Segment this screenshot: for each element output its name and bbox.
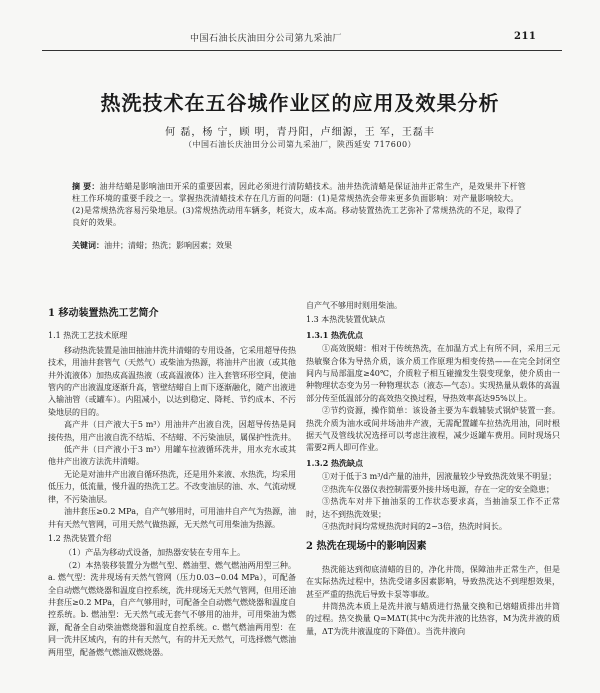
affiliation: （中国石油长庆油田分公司第九采油厂，陕西延安 717600） bbox=[183, 140, 417, 149]
paragraph: 高产井（日产液大于5 m³）用油井产出液自洗，因超导传热是间接传热，用产出液自洗不结垢、不结蜡、不污染油层，属保护性洗井。 bbox=[48, 420, 296, 442]
abstract-label: 摘 要： bbox=[72, 181, 100, 191]
section-1-2-heading: 1.2 热洗装置介绍 bbox=[48, 533, 112, 543]
paragraph: （1）产品为移动式设备，加热器安装在专用车上。 bbox=[64, 548, 246, 558]
paragraph: （2）本热装移装置分为燃气型、燃油型、燃气燃油两用型三种。a. 燃气型：洗井现场有天然气管网（压力0.03~0.04 MPa），可配备全自动燃气燃烧器和温度自控系统，洗井现场无天然气管网，但用还油井套压≥0.2 MPa，自产气够用时，可配备全自动燃气燃烧器和温度自控系统。b. 燃油型：无天然气或无套气不够用的油井，可用柴油为燃源，配备全自动柴油燃烧器和温度自控系统。c. 燃气燃油两用型：在同一洗井区域内，有的井有天然气，有的井无天然气，可选择燃气燃油两用型，配备燃气燃油双燃烧器。 bbox=[48, 560, 296, 657]
abstract-text: 油井结蜡是影响油田开采的重要因素，因此必须进行清防蜡技术。油井热洗清蜡是保证油井正常生产，是效果井下杆管柱工作环境的重要手段之一。掌握热洗清蜡技术存在几方面的问题：(1)是常规热洗会带来更多负面影响：对产量影响较大。(2)是常规热洗容易污染地层。(3)常规热洗动用车辆多，耗资大，成本高。移动装置热洗工艺弥补了常规热洗的不足，取得了良好的效果。 bbox=[72, 182, 526, 227]
author-list: 何 磊，杨 宁，顾 明，青丹阳，卢细源，王 军，王磊丰 bbox=[165, 127, 435, 138]
paragraph: 热洗能达到彻底清蜡的目的，净化井筒，保障油井正常生产，但是在实际热洗过程中，热洗受诸多因素影响，导致热洗达不到理想效果，甚至严重的热洗后导致卡泵等事故。 bbox=[306, 564, 560, 599]
page-number: 211 bbox=[514, 31, 537, 42]
paragraph: ②节约资源，操作简单：该设备主要为车载辅装式锅炉装置一套。热洗介质为油水或间井场油井产液，无需配置罐车拉热洗用油，同时根据天气及管线状况选择可以考虑注液程，减少返罐车费用。同时现场只需要2两人即可作业。 bbox=[306, 406, 560, 453]
keywords bbox=[72, 240, 530, 251]
paragraph: 低产井（日产液小于3 m³）用罐车拉液循环洗井，用水充水或其他井产出液方法洗井清蜡。 bbox=[48, 445, 296, 467]
keywords-text: 油井；清蜡；热洗；影响因素；效果 bbox=[104, 241, 232, 250]
section-1-heading: 1 移动装置热洗工艺简介 bbox=[48, 308, 159, 319]
paragraph: ①对于低于3 m³/d产量的油井，因液量较少导致热洗效果不明显； bbox=[322, 472, 557, 482]
section-1-3-1-heading: 1.3.1 热洗优点 bbox=[306, 329, 364, 340]
paragraph: ④热洗时间均常规热洗时间的2~3倍，热洗时间长。 bbox=[322, 521, 507, 531]
header-rule bbox=[42, 50, 562, 51]
paper-title: 热洗技术在五谷城作业区的应用及效果分析 bbox=[100, 91, 500, 115]
keywords-label: 关键词： bbox=[72, 240, 104, 250]
section-2-heading: 2 热洗在现场中的影响因素 bbox=[306, 541, 427, 553]
paragraph: ①高效脱蜡：相对于传统热洗，在加温方式上有所不同，采用三元热敏聚合体为导热介质，该介质工作原理为相变传热——在完全封闭空间内与局部温度≥40℃，介质粒子相互碰撞发生裂变现象，使介质由一种物理状态变为另一种物理状态（液态—气态）。实现热量从载体的高温部分传至低温部分的高效热交换过程，导热效率高达95%以上。 bbox=[306, 344, 560, 403]
paragraph: 自产气不够用时则用柴油。 bbox=[306, 301, 402, 310]
section-1-1-heading: 1.1 热洗工艺技术原理 bbox=[48, 331, 128, 341]
right-column bbox=[306, 300, 560, 638]
paragraph: 移动热洗装置是油田抽油井洗井清蜡的专用设备，它采用超导传热技术，用油井套管气（天然气）或柴油为热源，将油井产出液（或其他井外流液体）加热成高温热液（或高温液体）注入套管环形空间，使油管内的产出液温度逐渐升高，管壁结蜡自上而下逐渐融化，随产出液进入输油管（或罐车）。内阻减小，以达到稳定、降耗、节约成本、不污染地层的目的。 bbox=[48, 345, 296, 417]
left-column bbox=[48, 300, 296, 659]
section-1-3-heading: 1.3 本热洗装置优缺点 bbox=[306, 315, 386, 325]
paragraph: 无论是对油井产出液自循环热洗，还是用外来液、水热洗，均采用低压力，低流量，慢升温的热洗工艺。不改变油层的油、水、气流动规律，不污染油层。 bbox=[48, 469, 296, 504]
paragraph: 油井套压≥0.2 MPa，自产气够用时，可用油井自产气为热源，油井有天然气管网，可用天然气做热源，无天然气可用柴油为热源。 bbox=[48, 507, 296, 529]
abstract bbox=[72, 180, 530, 229]
section-1-3-2-heading: 1.3.2 热洗缺点 bbox=[306, 457, 364, 468]
paragraph: ③热洗车对井下抽油泵的工作状态要求高，当抽油泵工作不正常时，达不到热洗效果； bbox=[306, 497, 560, 519]
paragraph: ②热洗车仪器仪表控制需要外接井场电源，存在一定的安全隐患； bbox=[322, 484, 554, 494]
journal-name: 中国石油长庆油田分公司第九采油厂 bbox=[190, 34, 343, 44]
paragraph: 井筒热洗本质上是洗井液与蜡质进行热量交换和已熔蜡质排出井筒的过程。热交换量 Q=MΔT(其中c为洗井液的比热容，M为洗井液的质量，ΔT为洗井液温度的下降值）。当洗井液向 bbox=[306, 601, 560, 636]
